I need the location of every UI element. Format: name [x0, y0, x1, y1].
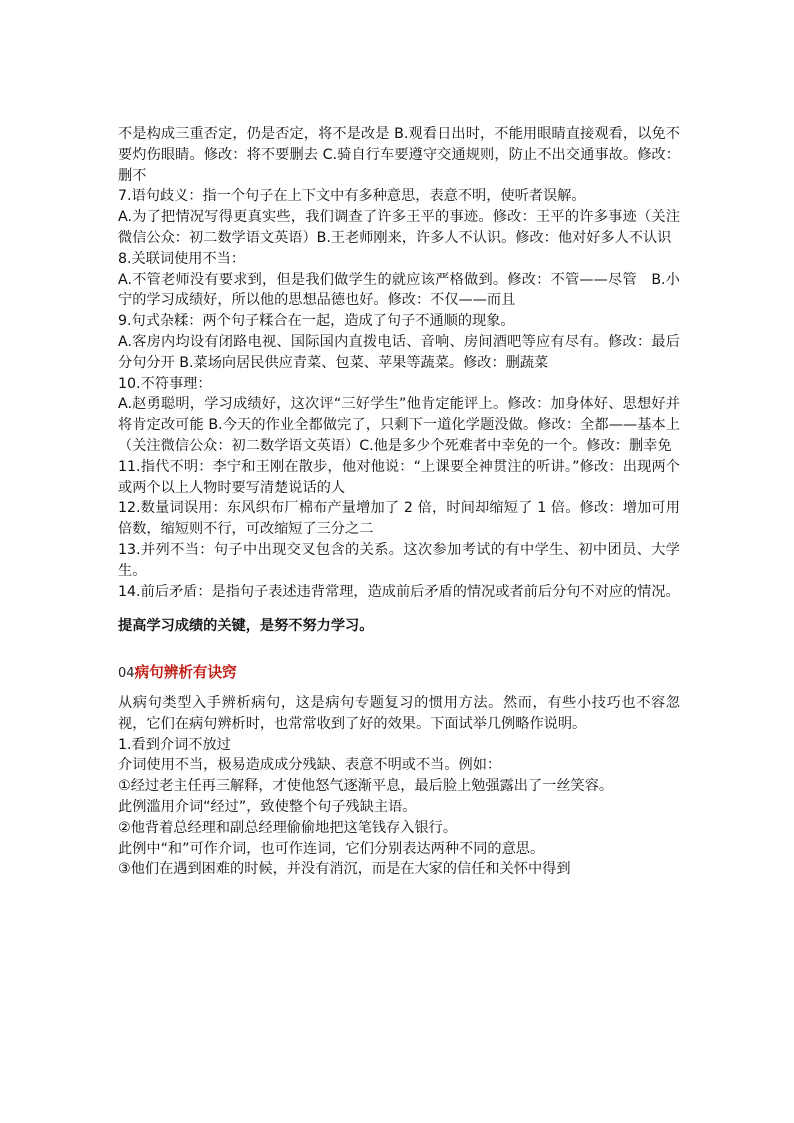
paragraph: 12.数量词误用：东风织布厂棉布产量增加了 2 倍，时间却缩短了 1 倍。修改：增加可用倍数，缩短则不行，可改缩短了三分之二 — [118, 500, 680, 538]
section-number: 04 — [118, 666, 135, 682]
paragraph: 13.并列不当：句子中出现交叉包含的关系。这次参加考试的有中学生、初中团员、大学生。 — [118, 541, 680, 579]
document-page — [118, 124, 680, 880]
paragraph: 10.不符事理： — [118, 375, 212, 392]
paragraph: A.不管老师没有要求到，但是我们做学生的就应该严格做到。修改：不管——尽管 B.小宁的学习成绩好，所以他的思想品德也好。修改：不仅——而且 — [118, 271, 680, 309]
paragraph: 1.看到介词不放过 — [118, 736, 231, 753]
paragraphs-bottom — [118, 693, 680, 880]
paragraphs-top — [118, 124, 680, 602]
paragraph: 11.指代不明：李宁和王刚在散步，他对他说：“上课要全神贯注的听讲。”修改：出现两个或两个以上人物时要写清楚说话的人 — [118, 458, 680, 496]
section-heading — [118, 663, 680, 685]
section-title: 病句辨析有诀窍 — [134, 664, 237, 682]
paragraph: A.赵勇聪明，学习成绩好，这次评“三好学生”他肯定能评上。修改：加身体好、思想好并将肯定改可能 B.今天的作业全都做完了，只剩下一道化学题没做。修改：全都——基本上（关注微信公众：初二数学语文英语）C.他是多少个死难者中幸免的一个。修改：删幸免 — [118, 396, 680, 454]
paragraph: ②他背着总经理和副总经理偷偷地把这笔钱存入银行。 — [118, 819, 458, 836]
paragraph: A.客房内均设有闭路电视、国际国内直拨电话、音响、房间酒吧等应有尽有。修改：最后分句分开 B.菜场向居民供应青菜、包菜、苹果等蔬菜。修改：删蔬菜 — [118, 333, 680, 371]
paragraph: 介词使用不当，极易造成成分残缺、表意不明或不当。例如： — [118, 757, 502, 774]
paragraph: 从病句类型入手辨析病句，这是病句专题复习的惯用方法。然而，有些小技巧也不容忽视，它们在病句辨析时，也常常收到了好的效果。下面试举几例略作说明。 — [118, 694, 680, 732]
paragraph: 7.语句歧义：指一个句子在上下文中有多种意思，表意不明，使听者误解。 — [118, 188, 586, 205]
paragraph: 不是构成三重否定，仍是否定，将不是改是 B.观看日出时，不能用眼睛直接观看，以免不要灼伤眼睛。修改：将不要删去 C.骑自行车要遵守交通规则，防止不出交通事故。修改：删不 — [118, 126, 680, 184]
paragraph: 此例中“和”可作介词，也可作连词，它们分别表达两种不同的意思。 — [118, 840, 545, 857]
paragraph: 14.前后矛盾：是指句子表述违背常理，造成前后矛盾的情况或者前后分句不对应的情况。 — [118, 583, 680, 600]
paragraph: ①经过老主任再三解释，才使他怒气逐渐平息，最后脸上勉强露出了一丝笑容。 — [118, 778, 614, 795]
paragraph: 9.句式杂糅：两个句子糅合在一起，造成了句子不通顺的现象。 — [118, 313, 515, 330]
paragraph: 此例滥用介词“经过”，致使整个句子残缺主语。 — [118, 798, 417, 815]
paragraph: A.为了把情况写得更真实些，我们调查了许多王平的事迹。修改：王平的许多事迹（关注微信公众：初二数学语文英语）B.王老师刚来，许多人不认识。修改：他对好多人不认识 — [118, 209, 680, 246]
paragraph: ③他们在遇到困难的时候，并没有消沉，而是在大家的信任和关怀中得到 — [118, 861, 571, 878]
emphasis-line: 提高学习成绩的关键，是努不努力学习。 — [118, 618, 374, 635]
paragraph: 8.关联词使用不当： — [118, 250, 246, 267]
